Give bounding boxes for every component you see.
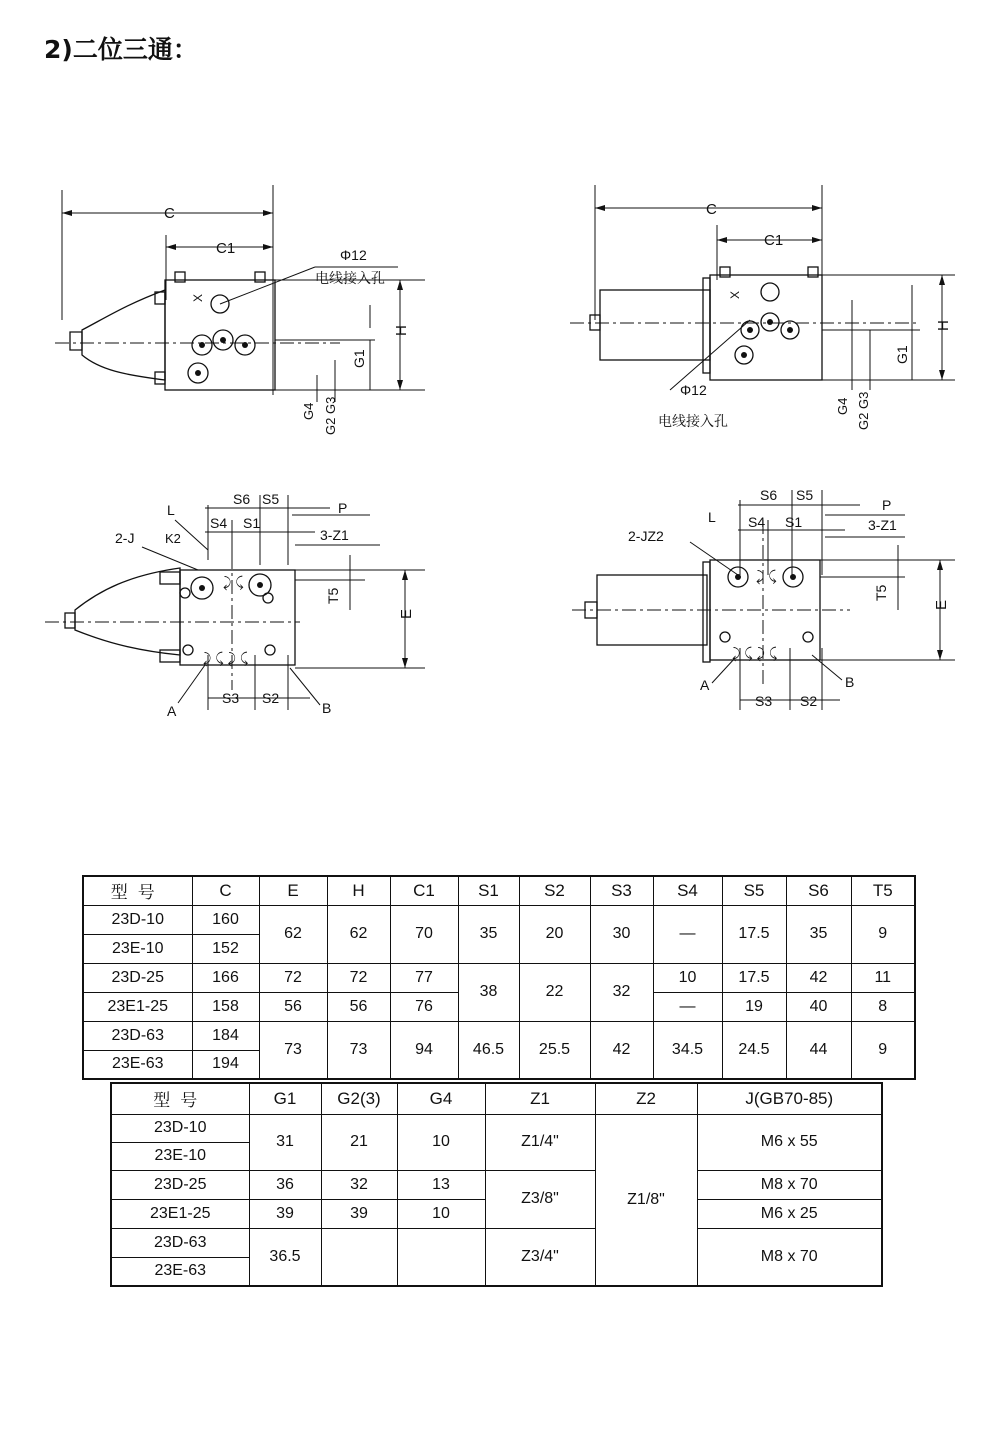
- dim-x-label: X: [191, 293, 205, 302]
- t5-cell: 9: [851, 905, 915, 963]
- e-cell: 62: [259, 905, 327, 963]
- dim-t5-label: T5: [325, 587, 341, 604]
- s4-cell: —: [653, 905, 722, 963]
- dim-s4-label: S4: [748, 514, 766, 530]
- header-s3: S3: [590, 876, 653, 905]
- dim-s2-label: S2: [800, 693, 818, 709]
- a-label: A: [700, 677, 710, 693]
- table2-header-row: [111, 1083, 882, 1114]
- s3-cell: 42: [590, 1021, 653, 1079]
- header-h: H: [327, 876, 390, 905]
- phi12-label: Φ12: [340, 247, 367, 263]
- dim-s1-label: S1: [785, 514, 803, 530]
- model-cell: 23D-25: [111, 1170, 249, 1199]
- c1-cell: 70: [390, 905, 458, 963]
- model-cell: 23D-25: [83, 963, 192, 992]
- dim-x-label: X: [728, 290, 742, 299]
- z1-label: 3-Z1: [868, 517, 897, 533]
- dim-g4-label: G4: [301, 402, 316, 420]
- header-z1: Z1: [485, 1083, 595, 1114]
- s6-cell: 40: [786, 992, 851, 1021]
- p-label: P: [338, 500, 348, 516]
- j-cell: M8 x 70: [697, 1170, 882, 1199]
- dim-e-label: E: [933, 599, 950, 610]
- spec-table-2: [110, 1082, 883, 1287]
- a-label: A: [167, 703, 177, 719]
- c-cell: 184: [192, 1021, 259, 1050]
- dim-c1-label: C1: [216, 240, 236, 257]
- s1-cell: 35: [458, 905, 519, 963]
- s3-cell: 30: [590, 905, 653, 963]
- h-cell: 56: [327, 992, 390, 1021]
- model-cell: 23E-10: [83, 934, 192, 963]
- s1-cell: 38: [458, 963, 519, 1021]
- spec-table-1: [82, 875, 916, 1080]
- model-cell: 23E1-25: [83, 992, 192, 1021]
- table-row: [83, 1021, 915, 1050]
- dim-g2g3-label: G2 G3: [856, 391, 871, 430]
- e-cell: 72: [259, 963, 327, 992]
- header-j: J(GB70-85): [697, 1083, 882, 1114]
- s3-cell: 32: [590, 963, 653, 1021]
- g1-cell: 31: [249, 1114, 321, 1170]
- dim-c1-label: C1: [764, 232, 784, 249]
- g4-cell: [397, 1228, 485, 1286]
- header-g23: G2(3): [321, 1083, 397, 1114]
- header-c: C: [192, 876, 259, 905]
- z1-cell: Z3/4": [485, 1228, 595, 1286]
- header-model: 型号: [111, 1083, 249, 1114]
- drawing-bottom-right: [560, 480, 980, 720]
- header-s1: S1: [458, 876, 519, 905]
- table-row: [83, 963, 915, 992]
- header-s2: S2: [519, 876, 590, 905]
- header-g1: G1: [249, 1083, 321, 1114]
- e-cell: 73: [259, 1021, 327, 1079]
- g23-cell: 39: [321, 1199, 397, 1228]
- c-cell: 166: [192, 963, 259, 992]
- phi12-label: Φ12: [680, 382, 707, 398]
- dim-s6-label: S6: [233, 491, 251, 507]
- k2-label: K2: [165, 531, 181, 546]
- j-cell: M8 x 70: [697, 1228, 882, 1286]
- s2-cell: 22: [519, 963, 590, 1021]
- header-t5: T5: [851, 876, 915, 905]
- dim-g2g3-label: G2 G3: [323, 396, 338, 435]
- dim-t5-label: T5: [873, 584, 889, 601]
- table1-header-row: [83, 876, 915, 905]
- j-cell: M6 x 55: [697, 1114, 882, 1170]
- g1-cell: 39: [249, 1199, 321, 1228]
- header-s4: S4: [653, 876, 722, 905]
- b-label: B: [845, 674, 855, 690]
- table-row: [83, 905, 915, 934]
- header-s5: S5: [722, 876, 786, 905]
- s4-cell: —: [653, 992, 722, 1021]
- drawing-bottom-left: [30, 490, 450, 730]
- model-cell: 23E-10: [111, 1142, 249, 1170]
- t5-cell: 11: [851, 963, 915, 992]
- dim-h-label: H: [393, 325, 410, 336]
- flow-arrows-top: ⤸ ⤹: [756, 568, 777, 584]
- g23-cell: [321, 1228, 397, 1286]
- dim-g1-label: G1: [351, 349, 367, 368]
- g23-cell: 21: [321, 1114, 397, 1170]
- g1-cell: 36.5: [249, 1228, 321, 1286]
- flow-arrows-bottom: ⤸ ⤹ ⤸ ⤹: [203, 650, 249, 666]
- g4-cell: 10: [397, 1199, 485, 1228]
- s4-cell: 34.5: [653, 1021, 722, 1079]
- s5-cell: 17.5: [722, 963, 786, 992]
- wire-entry-label: 电线接入孔: [315, 270, 385, 286]
- table-row: [111, 1170, 882, 1199]
- model-cell: 23D-10: [111, 1114, 249, 1142]
- s6-cell: 44: [786, 1021, 851, 1079]
- h-cell: 62: [327, 905, 390, 963]
- dim-s5-label: S5: [262, 491, 280, 507]
- model-cell: 23E-63: [111, 1257, 249, 1286]
- g1-cell: 36: [249, 1170, 321, 1199]
- l-label: L: [167, 502, 175, 518]
- dim-s6-label: S6: [760, 487, 778, 503]
- header-c1: C1: [390, 876, 458, 905]
- dim-h-label: H: [935, 320, 952, 331]
- s1-cell: 46.5: [458, 1021, 519, 1079]
- table-row: [111, 1228, 882, 1257]
- model-cell: 23D-63: [111, 1228, 249, 1257]
- g4-cell: 13: [397, 1170, 485, 1199]
- header-z2: Z2: [595, 1083, 697, 1114]
- dim-g1-label: G1: [894, 345, 910, 364]
- z1-label: 3-Z1: [320, 527, 349, 543]
- h-cell: 73: [327, 1021, 390, 1079]
- model-cell: 23D-63: [83, 1021, 192, 1050]
- c-cell: 158: [192, 992, 259, 1021]
- model-cell: 23E-63: [83, 1050, 192, 1079]
- dim-s5-label: S5: [796, 487, 814, 503]
- t5-cell: 8: [851, 992, 915, 1021]
- s2-cell: 25.5: [519, 1021, 590, 1079]
- header-s6: S6: [786, 876, 851, 905]
- j-label: 2-J: [115, 530, 135, 546]
- header-e: E: [259, 876, 327, 905]
- dim-s2-label: S2: [262, 690, 280, 706]
- c-cell: 152: [192, 934, 259, 963]
- z1-cell: Z3/8": [485, 1170, 595, 1228]
- header-model: 型号: [83, 876, 192, 905]
- model-cell: 23E1-25: [111, 1199, 249, 1228]
- dim-c-label: C: [706, 201, 717, 218]
- s5-cell: 19: [722, 992, 786, 1021]
- dim-c-label: C: [164, 205, 175, 222]
- c1-cell: 76: [390, 992, 458, 1021]
- c-cell: 194: [192, 1050, 259, 1079]
- section-title: 2)二位三通：: [44, 35, 198, 64]
- dim-s4-label: S4: [210, 515, 228, 531]
- c1-cell: 94: [390, 1021, 458, 1079]
- s5-cell: 24.5: [722, 1021, 786, 1079]
- wire-entry-label: 电线接入孔: [658, 413, 728, 429]
- flow-arrows-top: ⤸ ⤹: [223, 574, 244, 590]
- p-label: P: [882, 497, 892, 513]
- s6-cell: 42: [786, 963, 851, 992]
- t5-cell: 9: [851, 1021, 915, 1079]
- l-label: L: [708, 509, 716, 525]
- j-cell: M6 x 25: [697, 1199, 882, 1228]
- dim-e-label: E: [398, 608, 415, 619]
- dim-s3-label: S3: [222, 690, 240, 706]
- s5-cell: 17.5: [722, 905, 786, 963]
- model-cell: 23D-10: [83, 905, 192, 934]
- jz2-label: 2-JZ2: [628, 528, 664, 544]
- z2-cell: Z1/8": [595, 1114, 697, 1286]
- g4-cell: 10: [397, 1114, 485, 1170]
- dim-s3-label: S3: [755, 693, 773, 709]
- c-cell: 160: [192, 905, 259, 934]
- dim-s1-label: S1: [243, 515, 261, 531]
- g23-cell: 32: [321, 1170, 397, 1199]
- e-cell: 56: [259, 992, 327, 1021]
- s2-cell: 20: [519, 905, 590, 963]
- dim-g4-label: G4: [835, 397, 850, 415]
- drawing-top-left: [30, 180, 450, 460]
- h-cell: 72: [327, 963, 390, 992]
- table-row: [111, 1114, 882, 1142]
- header-g4: G4: [397, 1083, 485, 1114]
- s4-cell: 10: [653, 963, 722, 992]
- drawing-top-right: [560, 180, 980, 440]
- c1-cell: 77: [390, 963, 458, 992]
- s6-cell: 35: [786, 905, 851, 963]
- z1-cell: Z1/4": [485, 1114, 595, 1170]
- flow-arrows-bottom: ⤸ ⤹ ⤸ ⤹: [732, 645, 778, 661]
- b-label: B: [322, 700, 332, 716]
